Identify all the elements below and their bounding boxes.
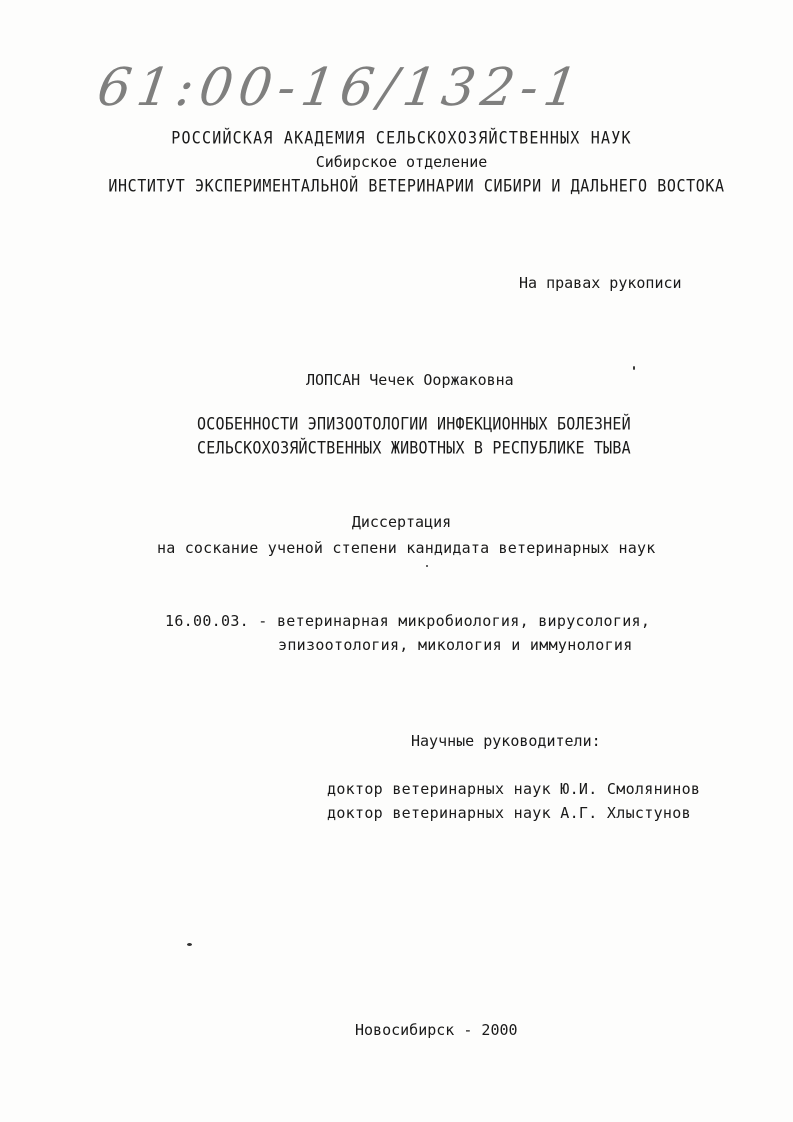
manuscript-rights-note: На правах рукописи	[519, 274, 682, 292]
advisor-2: доктор ветеринарных наук А.Г. Хлыстунов	[327, 804, 691, 822]
place-and-year: Новосибирск - 2000	[355, 1021, 518, 1039]
work-type: Диссертация	[351, 513, 452, 531]
author-name: ЛОПСАН Чечек Ооржаковна	[306, 371, 514, 389]
specialty-line-2: эпизоотология, микология и иммунология	[278, 636, 633, 654]
scan-speck	[426, 565, 428, 567]
advisors-label: Научные руководители:	[411, 732, 601, 750]
scan-speck	[187, 943, 192, 946]
title-line-1: ОСОБЕННОСТИ ЭПИЗООТОЛОГИИ ИНФЕКЦИОННЫХ БОЛЕЗНЕЙ	[197, 414, 631, 434]
institute-name: ИНСТИТУТ ЭКСПЕРИМЕНТАЛЬНОЙ ВЕТЕРИНАРИИ СИБИРИ И ДАЛЬНЕГО ВОСТОКА	[108, 176, 725, 196]
division-name: Сибирское отделение	[315, 153, 488, 171]
scan-speck	[633, 366, 635, 370]
title-line-2: СЕЛЬСКОХОЗЯЙСТВЕННЫХ ЖИВОТНЫХ В РЕСПУБЛИКЕ ТЫВА	[197, 438, 631, 458]
specialty-line-1: 16.00.03. - ветеринарная микробиология, вирусология,	[165, 612, 651, 630]
advisor-1: доктор ветеринарных наук Ю.И. Смолянинов	[327, 780, 701, 798]
handwritten-archive-number: 61:00-16/132-1	[93, 58, 588, 118]
academy-name: РОССИЙСКАЯ АКАДЕМИЯ СЕЛЬСКОХОЗЯЙСТВЕННЫХ НАУК	[171, 128, 632, 148]
degree-statement: на соскание ученой степени кандидата ветеринарных наук	[157, 539, 656, 557]
